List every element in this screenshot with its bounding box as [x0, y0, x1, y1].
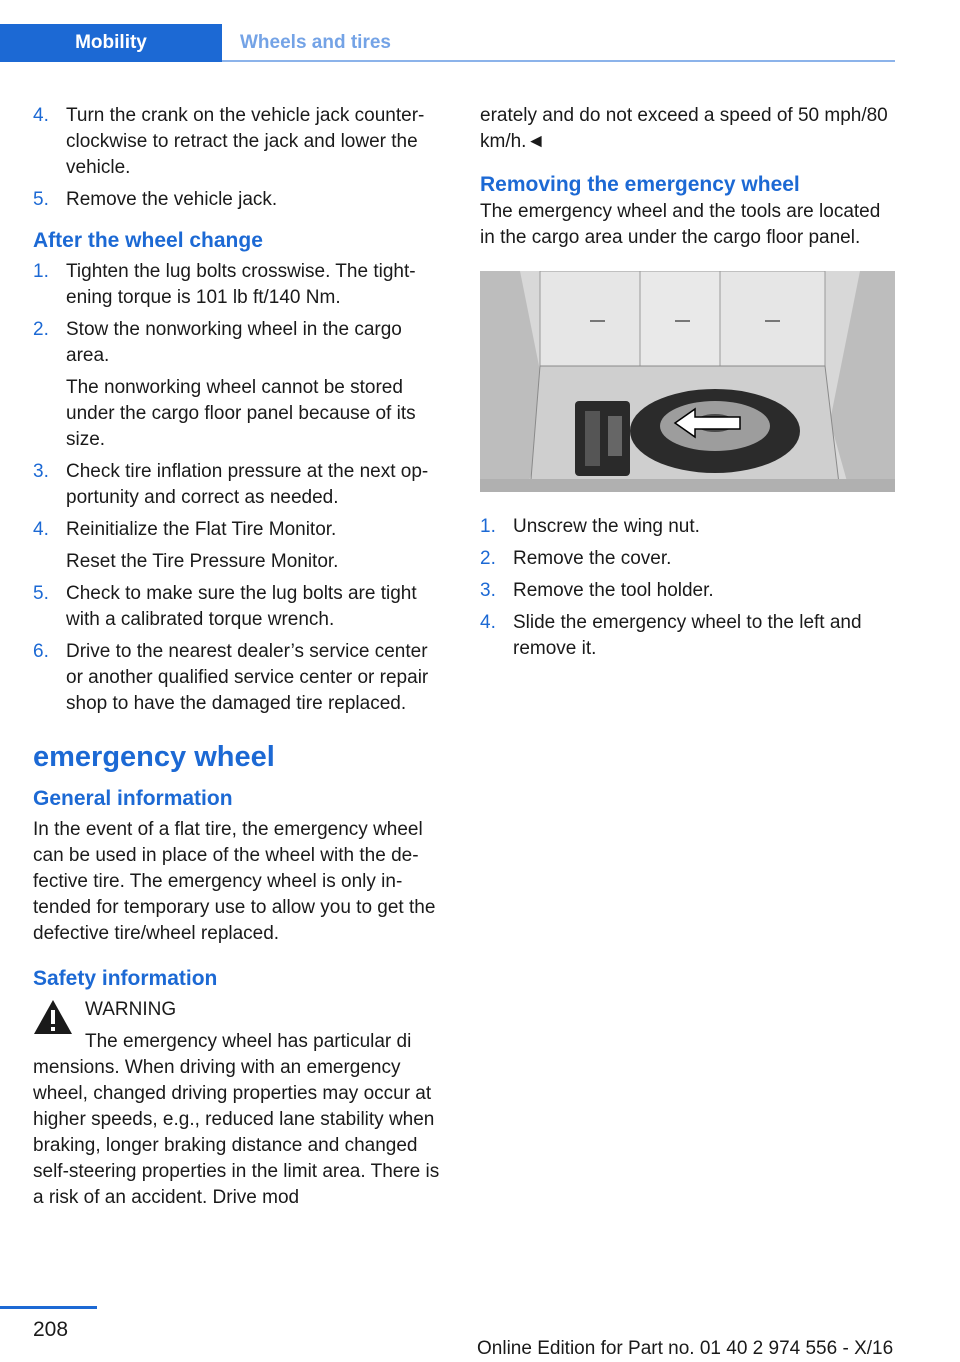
step-number: 2. [33, 319, 49, 340]
step-subtext: Reset the Tire Pressure Monitor. [66, 551, 339, 572]
step-number: 5. [33, 583, 49, 604]
step-text: Tighten the lug bolts crosswise. The tightening torque is 101 lb ft/140 Nm. [66, 261, 416, 308]
step-text: Unscrew the wing nut. [513, 516, 700, 537]
list-item [33, 103, 445, 181]
list-item [480, 610, 896, 662]
step-number: 3. [33, 461, 49, 482]
list-item [33, 639, 445, 717]
section-tab: Mobility [0, 24, 222, 62]
warning-text: mensions. When driving with an emergency wheel, changed driving properties may occur at higher speeds, e.g., reduced lane stability when braking, longer braking distance and changed self-steering properties in the limit area. There is a risk of an accident. Drive mod [33, 1057, 440, 1208]
list-item [33, 187, 445, 213]
step-number: 6. [33, 641, 49, 662]
after-change-heading: After the wheel change [33, 229, 263, 252]
list-item [33, 317, 445, 453]
step-number: 5. [33, 189, 49, 210]
step-text: Reinitialize the Flat Tire Monitor. [66, 519, 337, 540]
step-number: 3. [480, 580, 496, 601]
page-number: 208 [33, 1318, 69, 1341]
right-column [480, 103, 896, 668]
step-number: 4. [33, 105, 49, 126]
warning-block [33, 997, 445, 1211]
step-text: Check tire inflation pressure at the next opportunity and correct as needed. [66, 461, 429, 508]
general-heading: General information [33, 787, 233, 810]
step-text: Turn the crank on the vehicle jack counterclockwise to retract the jack and lower the vehicle. [66, 105, 425, 178]
warning-triangle-icon [33, 999, 73, 1035]
step-text: Stow the nonworking wheel in the cargo area. [66, 319, 402, 366]
edition-note: Online Edition for Part no. 01 40 2 974 556 - X/16 [477, 1338, 894, 1359]
warning-label: WARNING [85, 999, 177, 1020]
step-number: 2. [480, 548, 496, 569]
list-item [33, 259, 445, 311]
step-number: 4. [33, 519, 49, 540]
list-item [480, 514, 896, 540]
warning-first-line: The emergency wheel has particular di [85, 1031, 412, 1052]
removing-heading: Removing the emergency wheel [480, 173, 800, 196]
step-text: Remove the tool holder. [513, 580, 714, 601]
safety-heading: Safety information [33, 967, 218, 990]
section-title: emergency wheel [33, 741, 275, 773]
subsection-tab: Wheels and tires [240, 32, 391, 53]
left-column [33, 103, 445, 1211]
step-text: Check to make sure the lug bolts are tight with a calibrated torque wrench. [66, 583, 417, 630]
step-number: 4. [480, 612, 496, 633]
list-item [33, 517, 445, 575]
cargo-area-illustration [480, 271, 895, 492]
footer-rule [0, 1306, 97, 1309]
list-item [480, 546, 896, 572]
step-subtext: The nonworking wheel cannot be stored under the cargo floor panel because of its size. [66, 377, 416, 450]
step-text: Remove the vehicle jack. [66, 189, 278, 210]
warning-continued: erately and do not exceed a speed of 50 mph/80 km/h.◄ [480, 105, 888, 152]
step-text: Drive to the nearest dealer’s service center or another qualified service center or repair shop to have the damaged tire replaced. [66, 641, 429, 714]
step-text: Remove the cover. [513, 548, 672, 569]
step-number: 1. [33, 261, 49, 282]
header-rule [222, 60, 895, 62]
removing-text: The emergency wheel and the tools are located in the cargo area under the cargo floor panel. [480, 201, 881, 248]
list-item [33, 459, 445, 511]
step-text: Slide the emergency wheel to the left and remove it. [513, 612, 862, 659]
page-header [0, 24, 895, 62]
list-item [480, 578, 896, 604]
general-text: In the event of a flat tire, the emergency wheel can be used in place of the wheel with the defective tire. The emergency wheel is only intended for temporary use to allow you to get the defective tire/wheel replaced. [33, 819, 436, 944]
list-item [33, 581, 445, 633]
step-number: 1. [480, 516, 496, 537]
